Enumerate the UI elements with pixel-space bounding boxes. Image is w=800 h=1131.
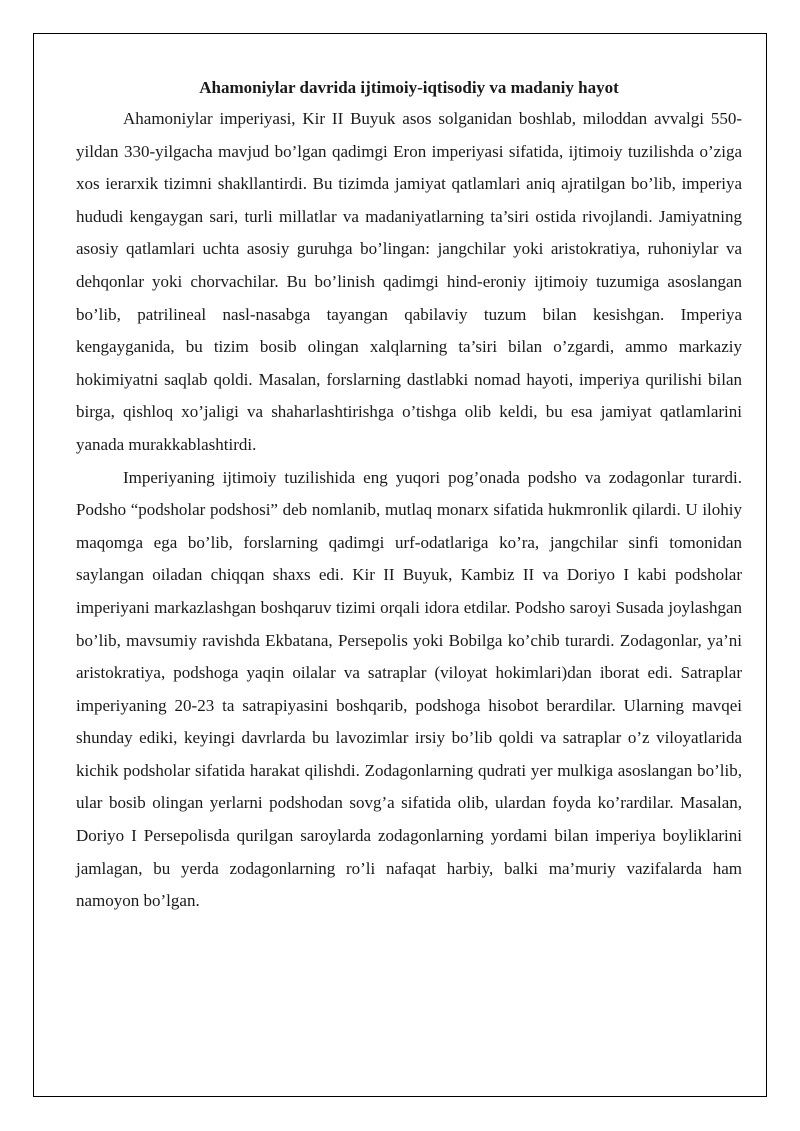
paragraph-2: Imperiyaning ijtimoiy tuzilishida eng yuqori pog’onada podsho va zodagonlar turardi. Podsho “podsholar podshosi” deb nomlanib, mutlaq monarx sifatida hukmronlik qilardi. U ilohiy maqomga ega bo’lib, forslarning qadimgi urf-odatlariga ko’ra, jangchilar sinfi tomonidan saylangan oiladan chiqqan shaxs edi. Kir II Buyuk, Kambiz II va Doriyo I kabi podsholar imperiyani markazlashgan boshqaruv tizimi orqali idora etdilar. Podsho saroyi Susada joylashgan bo’lib, mavsumiy ravishda Ekbatana, Persepolis yoki Bobilga ko’chib turardi. Zodagonlar, ya’ni aristokratiya, podshoga yaqin oilalar va satraplar (viloyat hokimlari)dan iborat edi. Satraplar imperiyaning 20-23 ta satrapiyasini boshqarib, podshoga hisobot berardilar. Ularning mavqei shunday ediki, keyingi davrlarda bu lavozimlar irsiy bo’lib qoldi va satraplar o’z viloyatlarida kichik podsholar sifatida harakat qilishdi. Zodagonlarning qudrati yer mulkiga asoslangan bo’lib, ular bosib olingan yerlarni podshodan sovg’a sifatida olib, ulardan foyda ko’rardilar. Masalan, Doriyo I Persepolisda qurilgan saroylarda zodagonlarning yordami bilan imperiya boyliklarini jamlagan, bu yerda zodagonlarning ro’li nafaqat harbiy, balki ma’muriy vazifalarda ham namoyon bo’lgan. [76,467,742,911]
paragraph-1: Ahamoniylar imperiyasi, Kir II Buyuk asos solganidan boshlab, miloddan avvalgi 550-yildan 330-yilgacha mavjud bo’lgan qadimgi Eron imperiyasi sifatida, ijtimoiy tuzilishda o’ziga xos ierarxik tizimni shakllantirdi. Bu tizimda jamiyat qatlamlari aniq ajratilgan bo’lib, imperiya hududi kengaygan sari, turli millatlar va madaniyatlarning ta’siri ostida rivojlandi. Jamiyatning asosiy qatlamlari uchta asosiy guruhga bo’lingan: jangchilar yoki aristokratiya, ruhoniylar va dehqonlar yoki chorvachilar. Bu bo’linish qadimgi hind-eroniy ijtimoiy tuzumiga asoslangan bo’lib, patrilineal nasl-nasabga tayangan qabilaviy tuzum bilan kesishgan. Imperiya kengayganida, bu tizim bosib olingan xalqlarning ta’siri bilan o’zgardi, ammo markaziy hokimiyatni saqlab qoldi. Masalan, forslarning dastlabki nomad hayoti, imperiya qurilishi bilan birga, qishloq xo’jaligi va shaharlashtirishga o’tishga olib keldi, bu esa jamiyat qatlamlarini yanada murakkablashtirdi. [76,109,742,454]
document-title: Ahamoniylar davrida ijtimoiy-iqtisodiy va madaniy hayot [199,78,619,97]
document-body [76,75,742,918]
